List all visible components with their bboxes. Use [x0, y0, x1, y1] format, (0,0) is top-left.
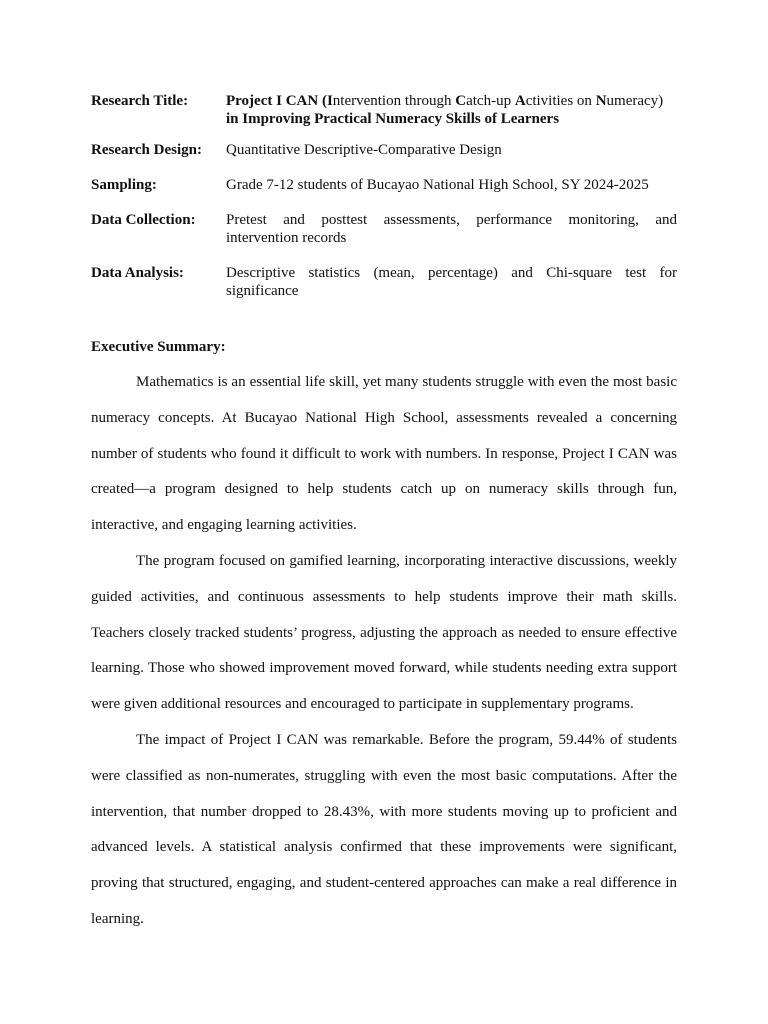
executive-summary-heading: Executive Summary:: [91, 339, 226, 355]
sampling-value: Grade 7-12 students of Bucayao National High School, SY 2024-2025: [226, 177, 649, 193]
data-analysis-value: Descriptive statistics (mean, percentage) and Chi-square test for significance: [226, 265, 677, 299]
sampling-row: [91, 176, 677, 194]
research-title-line1: [226, 93, 663, 109]
title-part: C: [455, 93, 467, 109]
research-title-value: [226, 92, 677, 128]
title-part: I: [326, 93, 333, 109]
data-collection-label: Data Collection:: [91, 212, 196, 228]
summary-paragraph: Mathematics is an essential life skill, yet many students struggle with even the most basic numeracy concepts. At Bucayao National High School, assessments revealed a concerning number of students who found it difficult to work with numbers. In response, Project I CAN was created—a program designed to help students catch up on numeracy skills through fun, interactive, and engaging learning activities.: [91, 374, 677, 534]
research-design-value: Quantitative Descriptive-Comparative Design: [226, 142, 502, 158]
sampling-label: Sampling:: [91, 177, 157, 193]
research-design-row: [91, 141, 677, 159]
research-metadata: [91, 92, 677, 300]
data-analysis-row: [91, 264, 677, 300]
research-title-row: [91, 92, 677, 128]
title-part: A: [514, 93, 526, 109]
research-title-line2: in Improving Practical Numeracy Skills of Learners: [226, 111, 560, 127]
data-collection-value: Pretest and posttest assessments, performance monitoring, and intervention records: [226, 212, 677, 246]
title-part: atch-up: [466, 93, 515, 109]
title-part: ntervention through: [332, 93, 456, 109]
title-part: N: [595, 93, 607, 109]
summary-paragraph: The impact of Project I CAN was remarkable. Before the program, 59.44% of students were classified as non-numerates, struggling with even the most basic computations. After the intervention, that number dropped to 28.43%, with more students moving up to proficient and advanced levels. A statistical analysis confirmed that these improvements were significant, proving that structured, engaging, and student-centered approaches can make a real difference in learning.: [91, 731, 677, 927]
research-design-label: Research Design:: [91, 142, 202, 158]
executive-summary-body: [91, 365, 677, 938]
data-analysis-label: Data Analysis:: [91, 265, 184, 281]
data-collection-row: [91, 211, 677, 247]
title-part: ctivities on: [525, 93, 596, 109]
research-title-label: Research Title:: [91, 93, 189, 109]
title-part: Project I CAN (: [226, 93, 327, 109]
title-part: umeracy): [606, 93, 664, 109]
summary-paragraph: The program focused on gamified learning, incorporating interactive discussions, weekly guided activities, and continuous assessments to help students improve their math skills. Teachers closely tracked students’ progress, adjusting the approach as needed to ensure effective learning. Those who showed improvement moved forward, while students needing extra support were given additional resources and encouraged to participate in supplementary programs.: [91, 552, 677, 713]
